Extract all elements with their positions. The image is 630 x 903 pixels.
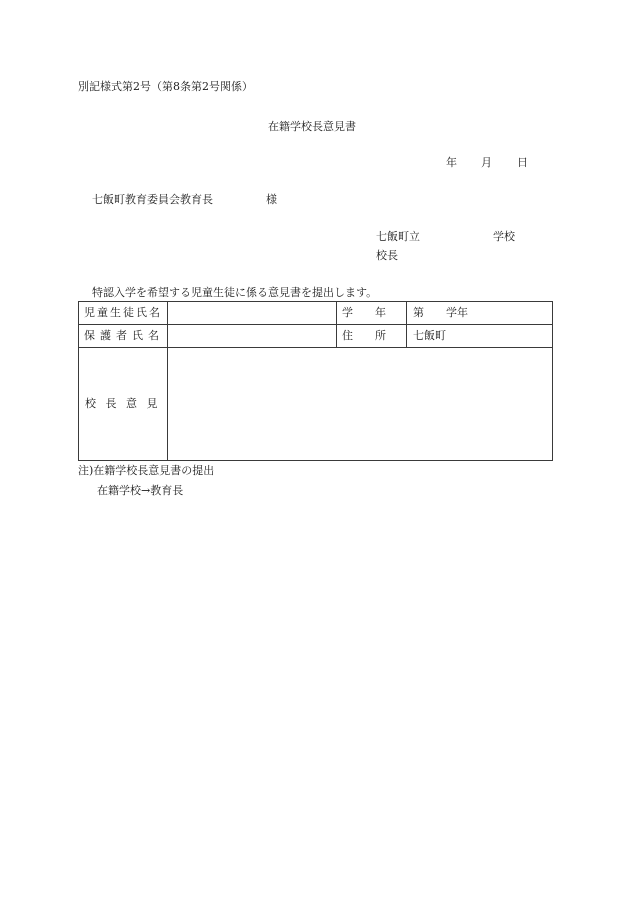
- column-divider: [406, 302, 407, 348]
- sender-school-suffix: 学校: [493, 230, 515, 243]
- student-name-field[interactable]: [169, 303, 335, 323]
- row-divider: [79, 324, 552, 325]
- date-month-label: 月: [481, 156, 492, 169]
- column-divider: [167, 302, 168, 460]
- grade-value-prefix: 第: [413, 306, 424, 319]
- note-line-2: 在籍学校→教育長: [97, 484, 184, 497]
- date-day-label: 日: [517, 156, 528, 169]
- address-value: 七飯町: [413, 329, 446, 342]
- addressee-honorific: 様: [266, 193, 277, 206]
- guardian-name-label: 保護者氏名: [84, 329, 164, 342]
- intro-text: 特認入学を希望する児童生徒に係る意見書を提出します。: [92, 286, 378, 299]
- addressee-name: 七飯町教育委員会教育長: [92, 193, 213, 206]
- grade-value-suffix: 学年: [446, 306, 468, 319]
- column-divider: [336, 302, 337, 348]
- opinion-table: [78, 301, 553, 461]
- note-line-1: 注)在籍学校長意見書の提出: [78, 464, 215, 477]
- document-title: 在籍学校長意見書: [268, 120, 356, 133]
- sender-school-prefix: 七飯町立: [376, 230, 420, 243]
- principal-opinion-field[interactable]: [169, 349, 551, 459]
- address-label: 住 所: [342, 329, 386, 342]
- guardian-name-field[interactable]: [169, 326, 335, 346]
- date-year-label: 年: [446, 156, 457, 169]
- form-number: 別記様式第2号（第8条第2号関係）: [78, 80, 253, 93]
- principal-opinion-label: 校 長 意 見: [85, 397, 161, 410]
- row-divider: [79, 347, 552, 348]
- student-name-label: 児童生徒氏名: [84, 306, 162, 319]
- grade-label: 学 年: [342, 306, 386, 319]
- sender-principal-label: 校長: [376, 249, 398, 262]
